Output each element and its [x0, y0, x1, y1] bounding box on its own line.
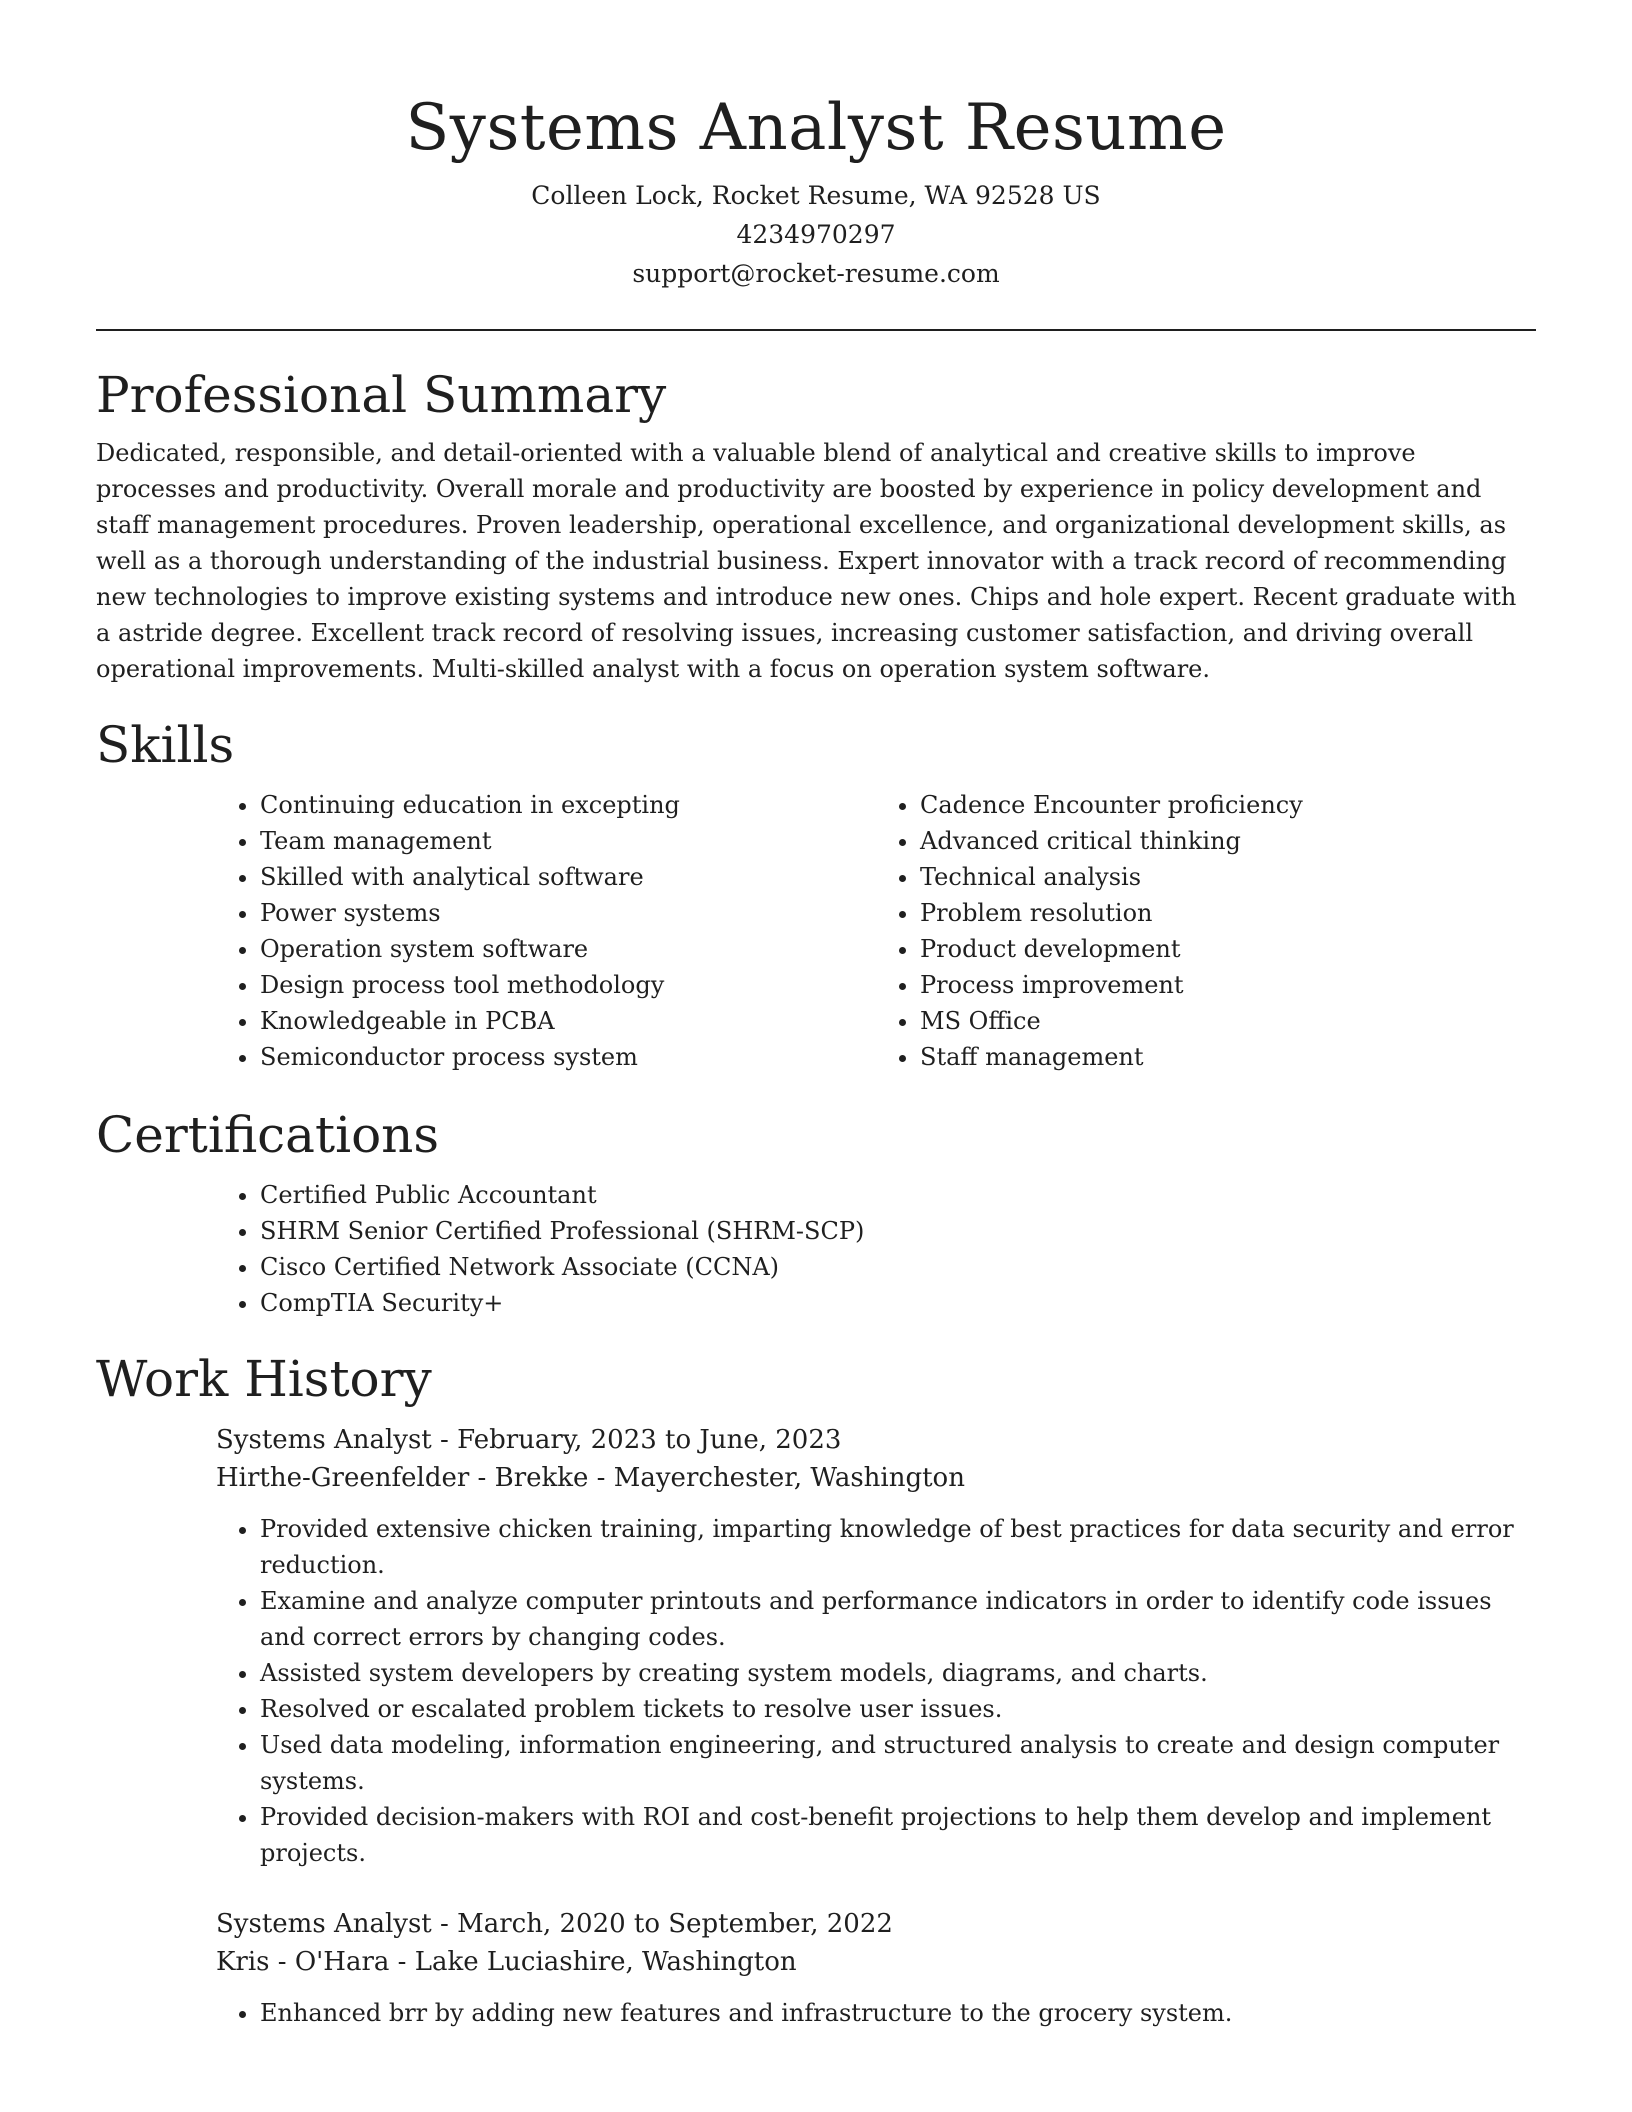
- skill-item: • Technical analysis: [920, 859, 1536, 895]
- job-company: Hirthe-Greenfelder - Brekke: [216, 1463, 589, 1493]
- job-dates: March, 2020 to September, 2022: [457, 1909, 893, 1939]
- job-bullet: • Provided extensive chicken training, imparting knowledge of best practices for data security and error reduction.: [260, 1511, 1536, 1583]
- job-location: Lake Luciashire, Washington: [414, 1947, 797, 1977]
- skill-item: • Operation system software: [260, 931, 876, 967]
- skill-item: • Process improvement: [920, 967, 1536, 1003]
- job-bullet: • Assisted system developers by creating system models, diagrams, and charts.: [260, 1655, 1536, 1691]
- job-title-line: Systems Analyst - February, 2023 to June, 2023: [216, 1425, 842, 1455]
- certifications-heading: Certifications: [96, 1106, 440, 1164]
- skill-item: • Knowledgeable in PCBA: [260, 1003, 876, 1039]
- skills-list-right: [876, 787, 1536, 1075]
- skill-item: • Team management: [260, 823, 876, 859]
- job-title: Systems Analyst: [216, 1909, 432, 1939]
- job-bullet-list: [216, 1511, 1536, 1871]
- job-location: Mayerchester, Washington: [613, 1463, 965, 1493]
- summary-heading: Professional Summary: [96, 366, 667, 424]
- job-bullet: • Examine and analyze computer printouts and performance indicators in order to identify code issues and correct errors by changing codes.: [260, 1583, 1536, 1655]
- skill-item: • Design process tool methodology: [260, 967, 876, 1003]
- resume-title: Systems Analyst Resume: [405, 91, 1227, 165]
- summary-section: [96, 365, 1536, 687]
- skill-item: • Product development: [920, 931, 1536, 967]
- job-bullet: • Enhanced brr by adding new features and infrastructure to the grocery system.: [260, 1995, 1536, 2031]
- job-bullet-list: [216, 1995, 1536, 2031]
- job-company: Kris - O'Hara: [216, 1947, 390, 1977]
- header-divider: [96, 329, 1536, 331]
- job-company-line: Hirthe-Greenfelder - Brekke - Mayerchester, Washington: [216, 1463, 965, 1493]
- skill-item: • MS Office: [920, 1003, 1536, 1039]
- certifications-list: [216, 1177, 1536, 1321]
- resume-page: [96, 0, 1536, 2031]
- skill-item: • Cadence Encounter proficiency: [920, 787, 1536, 823]
- job-bullet: • Resolved or escalated problem tickets to resolve user issues.: [260, 1691, 1536, 1727]
- job-entry: [216, 1905, 1536, 2031]
- skill-item: • Skilled with analytical software: [260, 859, 876, 895]
- certifications-section: [96, 1105, 1536, 1321]
- certification-item: • Certified Public Accountant: [260, 1177, 1536, 1213]
- job-title-line: Systems Analyst - March, 2020 to September, 2022: [216, 1909, 893, 1939]
- work-history-heading: Work History: [96, 1350, 432, 1408]
- job-title: Systems Analyst: [216, 1425, 432, 1455]
- job-dates: February, 2023 to June, 2023: [457, 1425, 842, 1455]
- certification-item: • CompTIA Security+: [260, 1285, 1536, 1321]
- skill-item: • Power systems: [260, 895, 876, 931]
- job-bullet: • Used data modeling, information engineering, and structured analysis to create and design computer systems.: [260, 1727, 1536, 1799]
- skill-item: • Semiconductor process system: [260, 1039, 876, 1075]
- summary-text: Dedicated, responsible, and detail-oriented with a valuable blend of analytical and creative skills to improve processes and productivity. Overall morale and productivity are boosted by experience in policy development and staff management procedures. Proven leadership, operational excellence, and organizational development skills, as well as a thorough understanding of the industrial business. Expert innovator with a track record of recommending new technologies to improve existing systems and introduce new ones. Chips and hole expert. Recent graduate with a astride degree. Excellent track record of resolving issues, increasing customer satisfaction, and driving overall operational improvements. Multi-skilled analyst with a focus on operation system software.: [96, 439, 1517, 683]
- skill-item: • Continuing education in excepting: [260, 787, 876, 823]
- contact-block: [96, 176, 1536, 293]
- skill-item: • Advanced critical thinking: [920, 823, 1536, 859]
- contact-email: support@rocket-resume.com: [632, 259, 1000, 288]
- contact-address: Colleen Lock, Rocket Resume, WA 92528 US: [531, 181, 1101, 210]
- job-bullet: • Provided decision-makers with ROI and cost-benefit projections to help them develop and implement projects.: [260, 1799, 1536, 1871]
- contact-phone: 4234970297: [736, 220, 896, 249]
- skills-columns: [216, 787, 1536, 1075]
- certification-item: • SHRM Senior Certified Professional (SHRM-SCP): [260, 1213, 1536, 1249]
- skill-item: • Staff management: [920, 1039, 1536, 1075]
- certification-item: • Cisco Certified Network Associate (CCNA): [260, 1249, 1536, 1285]
- work-history-section: [96, 1349, 1536, 2031]
- skills-heading: Skills: [96, 716, 235, 774]
- job-entry: [216, 1421, 1536, 1871]
- job-company-line: Kris - O'Hara - Lake Luciashire, Washington: [216, 1947, 797, 1977]
- resume-header: [96, 0, 1536, 293]
- skills-section: [96, 715, 1536, 1075]
- skill-item: • Problem resolution: [920, 895, 1536, 931]
- skills-list-left: [216, 787, 876, 1075]
